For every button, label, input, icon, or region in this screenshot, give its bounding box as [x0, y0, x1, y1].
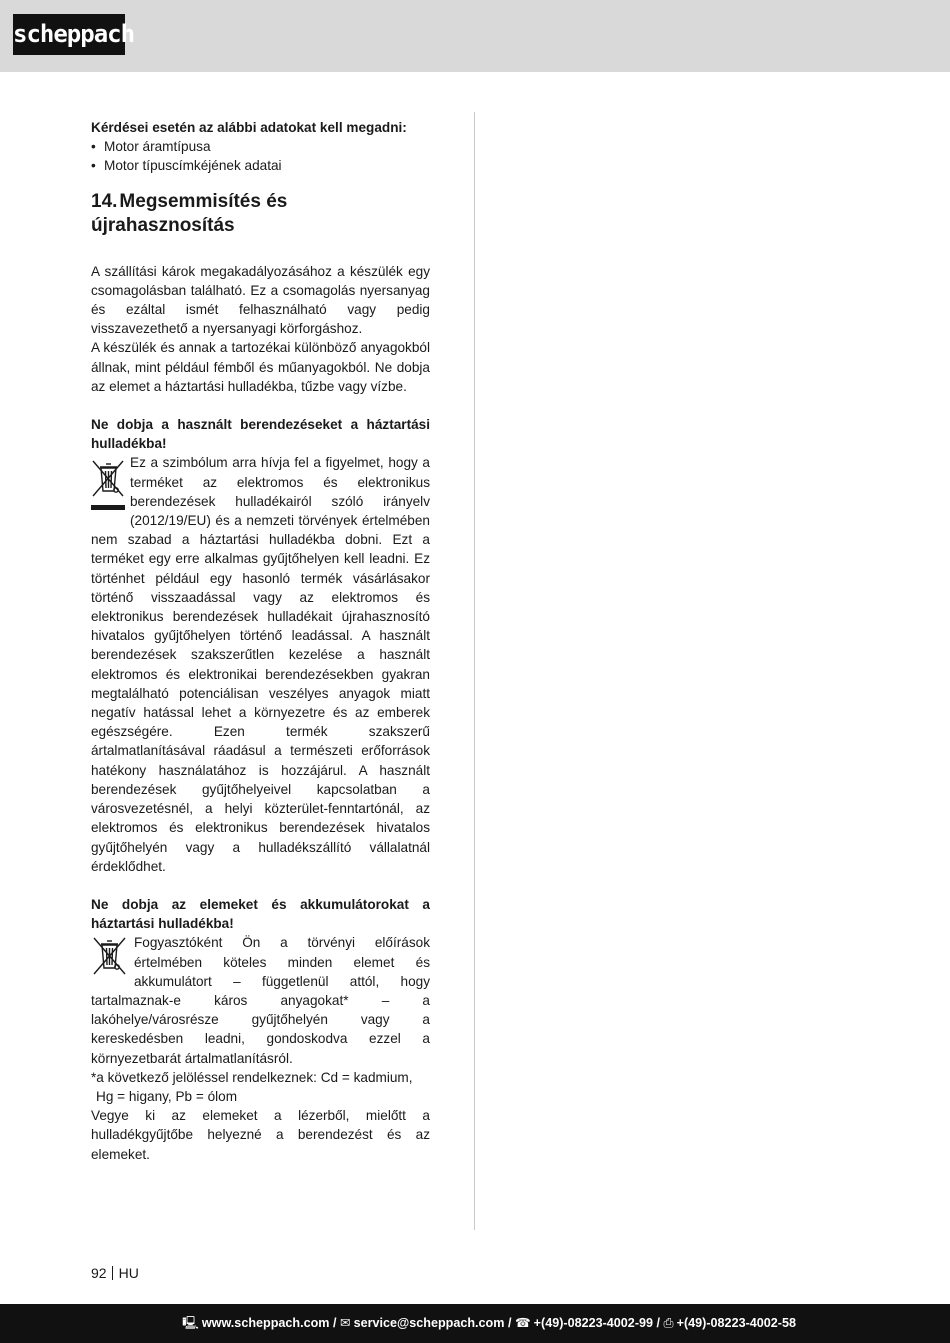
info-bullet-list — [91, 137, 430, 175]
footer-band — [0, 1304, 950, 1343]
footer-separator: / — [653, 1316, 664, 1330]
closing-paragraph: Vegye ki az elemeket a lézerből, mielőtt a hulladékgyűjtőbe helyezné a berendezést és az elemeket. — [91, 1108, 430, 1162]
page-number-separator — [112, 1266, 113, 1280]
battery-paragraph: Fogyasztóként Ön a törvényi előírások értelmében köteles minden elemet és akkumulátort – függetlenül attól, hogy tartalmaznak-e káros anyagokat* – a lakóhelye/városrésze gyűjtőhelyén vagy a kereskedésben leadni, gondoskodva ezzel a környezetbarát ártalmatlanításról. — [91, 935, 430, 1066]
spacer — [91, 876, 430, 895]
header-band — [0, 0, 950, 72]
materials-paragraph: A készülék és annak a tartozékai különböző anyagokból állnak, mint például fémből és műanyagokból. Ne dobja az elemet a háztartási hulladékba, tűzbe vagy vízbe. — [91, 340, 430, 394]
footer-website[interactable]: www.scheppach.com — [201, 1316, 330, 1330]
computer-icon: 🖳 — [182, 1316, 199, 1330]
footer-contact-line — [182, 1304, 796, 1343]
section-title: Megsemmisítés és újrahasznosítás — [91, 190, 288, 236]
footnote-line: Hg = higany, Pb = ólom — [96, 1088, 238, 1104]
page-number-value: 92 — [91, 1265, 107, 1281]
footer-phone[interactable]: +(49)-08223-4002-99 — [533, 1316, 654, 1330]
info-heading: Kérdései esetén az alábbi adatokat kell megadni: — [91, 120, 407, 135]
scheppach-logo[interactable]: scheppach — [13, 14, 125, 55]
bullet-item: • Motor áramtípusa — [91, 137, 430, 156]
battery-crossed-bin-icon — [91, 935, 129, 979]
phone-icon: ☎ — [514, 1316, 531, 1330]
footnote-line: *a következő jelöléssel rendelkeznek: Cd = kadmium, — [91, 1069, 413, 1085]
page-number — [91, 1264, 139, 1282]
footer-fax: +(49)-08223-4002-58 — [676, 1316, 796, 1330]
packaging-paragraph: A szállítási károk megakadályozásához a készülék egy csomagolásban található. Ez a csomagolás nyersanyag és ezáltal ismét felhasználható vagy pedig visszavezethető a nyersanyagi körforgáshoz. — [91, 263, 430, 337]
left-column — [91, 118, 430, 1164]
bullet-item: • Motor típuscímkéjének adatai — [91, 156, 430, 175]
footer-email[interactable]: service@scheppach.com — [353, 1316, 505, 1330]
weee-heading: Ne dobja a használt berendezéseket a háztartási hulladékba! — [91, 417, 430, 452]
battery-heading: Ne dobja az elemeket és akkumulátorokat a háztartási hulladékba! — [91, 896, 430, 932]
footer-separator: / — [329, 1316, 340, 1330]
section-number: 14. — [91, 190, 118, 212]
section-heading — [91, 190, 430, 238]
fax-icon: ⎙ — [663, 1316, 674, 1330]
weee-crossed-bin-icon — [91, 455, 125, 513]
email-icon: ✉ — [340, 1316, 351, 1330]
footer-separator: / — [504, 1316, 515, 1330]
weee-paragraph: Ez a szimbólum arra hívja fel a figyelmet, hogy a terméket az elektromos és elektronikus berendezések hulladékairól szóló irányelv (2012/19/EU) és a nemzeti törvények értelmében nem szabad a háztartási hulladékba dobni. Ezt a terméket egy erre alkalmas gyűjtőhelyen kell leadni. Ez történhet például egy hasonló termék vásárlásakor történő visszaadással vagy az elektromos és elektronikus berendezések hulladékait újrahasznosító hivatalos gyűjtőhelyen történő leadással. A használt berendezések szakszerűtlen kezelése a használt elektromos és elektronikai berendezésekben gyakran megtalálható potenciálisan veszélyes anyagok miatt negatív hatással lehet a környezetre és az emberek egészségére. Ezen termék szakszerű ártalmatlanításával ráadásul a természeti erőforrások hatékony használatához is hozzájárul. A használt berendezések gyűjtőhelyeivel kapcsolatban a városvezetésnél, a helyi közterület-fenntartónál, az elektromos és elektronikus berendezések hivatalos gyűjtőhelyén vagy a hulladékszállító vállalatnál érdeklődhet. — [91, 455, 430, 874]
spacer — [91, 396, 430, 415]
column-divider — [474, 112, 475, 1230]
page-language: HU — [118, 1265, 139, 1281]
